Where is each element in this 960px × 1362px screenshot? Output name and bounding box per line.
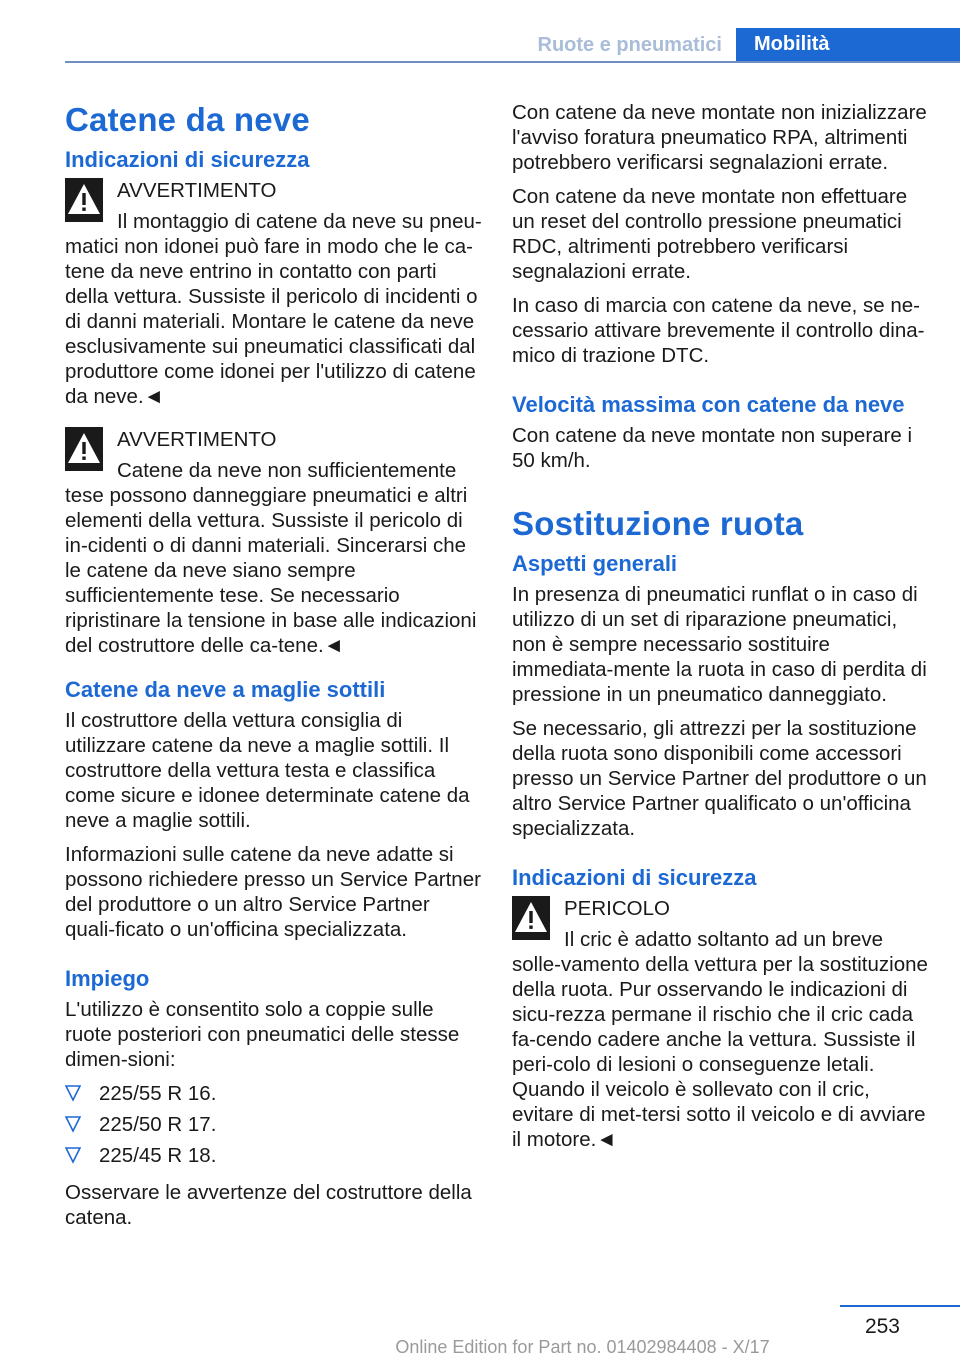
header-rule bbox=[65, 61, 960, 63]
footer-rule bbox=[840, 1305, 960, 1307]
heading-snow-chains: Catene da neve bbox=[65, 101, 310, 138]
heading-thin-chains: Catene da neve a maglie sottili bbox=[65, 677, 386, 702]
paragraph-thin-chains-1: Il costruttore della vettura consiglia di utilizzare catene da neve a maglie sottili. Il costruttore della vettura testa e classifica come sicure e idonee determinate catene da neve a maglie sottili. bbox=[65, 709, 470, 832]
paragraph-usage: L'utilizzo è consentito solo a coppie sulle ruote posteriori con pneumatici delle stesse dimen-sioni: bbox=[65, 998, 460, 1071]
warning-triangle-icon bbox=[512, 896, 550, 940]
header-section-tab[interactable]: Ruote e pneumatici bbox=[537, 34, 722, 56]
warning-title: AVVERTIMENTO bbox=[117, 179, 277, 202]
paragraph-thin-chains-2: Informazioni sulle catene da neve adatte si possono richiedere presso un Service Partner del produttore o un altro Service Partner quali-ficato o un'officina specializzata. bbox=[65, 843, 481, 941]
warning-title: AVVERTIMENTO bbox=[117, 428, 277, 451]
heading-max-speed: Velocità massima con catene da neve bbox=[512, 392, 905, 417]
paragraph-rpa: Con catene da neve montate non inizializzare l'avviso foratura pneumatico RPA, altrimenti potrebbero verificarsi segnalazioni errate. bbox=[512, 101, 927, 174]
paragraph-rdc: Con catene da neve montate non effettuare un reset del controllo pressione pneumatici RDC, altrimenti potrebbero verificarsi segnalazioni errate. bbox=[512, 185, 908, 283]
footer-edition: Online Edition for Part no. 01402984408 - X/17 bbox=[395, 1337, 770, 1357]
paragraph-observe: Osservare le avvertenze del costruttore della catena. bbox=[65, 1181, 472, 1229]
heading-safety-left: Indicazioni di sicurezza bbox=[65, 147, 310, 172]
heading-wheel-change: Sostituzione ruota bbox=[512, 505, 804, 542]
page-number: 253 bbox=[864, 1315, 900, 1338]
left-column bbox=[65, 100, 483, 1239]
tire-size: 225/45 R 18. bbox=[99, 1144, 217, 1167]
tire-size: 225/55 R 16. bbox=[99, 1082, 217, 1105]
heading-safety-right: Indicazioni di sicurezza bbox=[512, 865, 757, 890]
paragraph-general-1: In presenza di pneumatici runflat o in caso di utilizzo di un set di riparazione pneumatici, non è sempre necessario sostituire immediata-mente la ruota in caso di perdita di pressione in un pneumatico danneggiato. bbox=[512, 583, 927, 706]
warning-block-2 bbox=[65, 427, 483, 658]
list-item bbox=[65, 1081, 483, 1112]
warning-text: Catene da neve non sufficientemente tese possono danneggiare pneumatici e altri elementi della vettura. Sussiste il pericolo di in-cidenti o di danni materiali. Sincerarsi che le catene da neve siano sempre sufficientemente tese. Se necessario ripristinare la tensione in base alle indicazioni del costruttore delle ca-tene.◄ bbox=[65, 459, 477, 657]
paragraph-dtc: In caso di marcia con catene da neve, se ne-cessario attivare brevemente il controllo dina-mico di trazione DTC. bbox=[512, 294, 925, 367]
danger-block bbox=[512, 896, 930, 1152]
bullet-triangle-icon bbox=[65, 1084, 81, 1102]
bullet-triangle-icon bbox=[65, 1115, 81, 1133]
warning-block-1 bbox=[65, 178, 483, 409]
list-item bbox=[65, 1143, 483, 1174]
danger-title: PERICOLO bbox=[564, 897, 670, 920]
heading-usage: Impiego bbox=[65, 966, 150, 991]
bullet-triangle-icon bbox=[65, 1146, 81, 1164]
danger-text: Il cric è adatto soltanto ad un breve solle-vamento della vettura per la sostituzione della ruota. Pur osservando le indicazioni di sicu-rezza permane il rischio che il cric cada fa-cendo cadere anche la vettura. Sussiste il peri-colo di lesioni o conseguenze letali. Quando il veicolo è sollevato con il cric, evitare di met-tersi sotto il veicolo e di avviare il motore.◄ bbox=[512, 928, 928, 1151]
list-item bbox=[65, 1112, 483, 1143]
paragraph-max-speed: Con catene da neve montate non superare i 50 km/h. bbox=[512, 424, 913, 472]
tire-size: 225/50 R 17. bbox=[99, 1113, 217, 1136]
tire-size-list bbox=[65, 1081, 483, 1174]
warning-triangle-icon bbox=[65, 178, 103, 222]
warning-text: Il montaggio di catene da neve su pneu-matici non idonei può fare in modo che le ca-tene da neve entrino in contatto con parti della vettura. Sussiste il pericolo di incidenti o di danni materiali. Montare le catene da neve esclusivamente sui pneumatici classificati dal produttore come idonei per l'utilizzo di catene da neve.◄ bbox=[65, 210, 482, 408]
right-column bbox=[512, 100, 930, 1170]
header-chapter-tab[interactable]: Mobilità bbox=[736, 28, 960, 61]
paragraph-general-2: Se necessario, gli attrezzi per la sostituzione della ruota sono disponibili come accessori presso un Service Partner del produttore o un altro Service Partner qualificato o un'officina specializzata. bbox=[512, 717, 927, 840]
warning-triangle-icon bbox=[65, 427, 103, 471]
heading-general: Aspetti generali bbox=[512, 551, 678, 576]
